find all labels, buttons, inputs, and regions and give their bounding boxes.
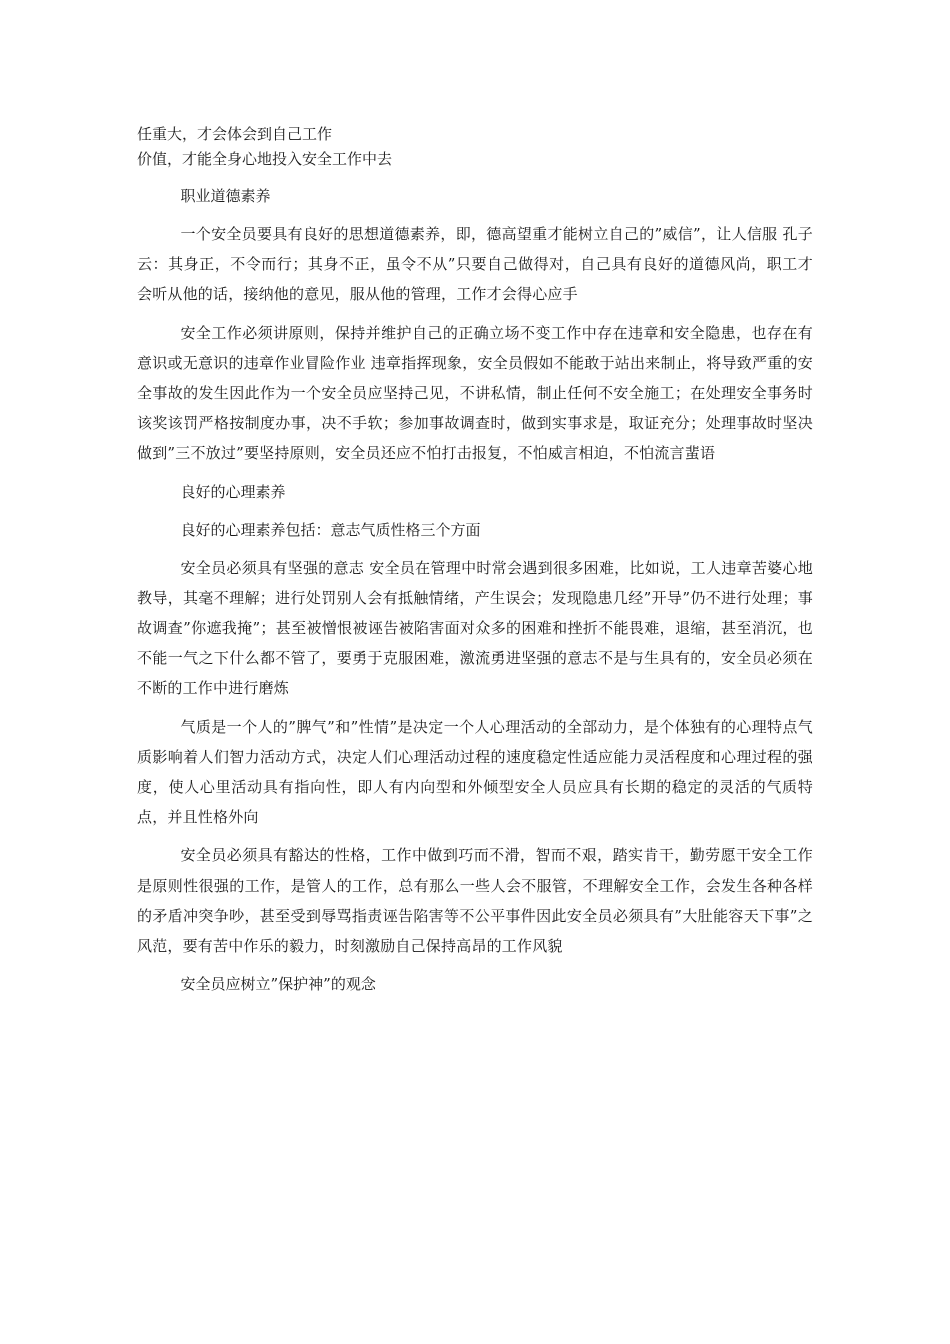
paragraph-will: 安全员必须具有坚强的意志 安全员在管理中时常会遇到很多困难，比如说，工人违章苦婆心地教导，其毫不理解；进行处罚别人会有抵触情绪，产生误会；发现隐患几经”开导”仍不进行处理；事故调查”你遮我掩”；甚至被憎恨被诬告被陷害面对众多的困难和挫折不能畏难，退缩，甚至消沉，也不能一气之下什么都不管了，要勇于克服困难，激流勇进坚强的意志不是与生具有的，安全员必须在不断的工作中进行磨炼	[137, 558, 813, 698]
paragraph-ethics-integrity: 一个安全员要具有良好的思想道德素养，即，德高望重才能树立自己的”威信”，让人信服 孔子云：其身正，不令而行；其身不正，虽令不从”只要自己做得对，自己具有良好的道德风尚，职工才会听从他的话，接纳他的意见，服从他的管理，工作才会得心应手	[137, 225, 813, 304]
intro-text	[137, 122, 817, 172]
intro-line-1: 任重大，才会体会到自己工作	[137, 125, 333, 143]
section-heading-guardian: 安全员应树立”保护神”的观念	[180, 975, 376, 994]
paragraph-character: 安全员必须具有豁达的性格，工作中做到巧而不滑，智而不艰，踏实肯干，勤劳愿干安全工作是原则性很强的工作，是管人的工作，总有那么一些人会不服管，不理解安全工作，会发生各种各样的矛盾冲突争吵，甚至受到辱骂指责诬告陷害等不公平事件因此安全员必须具有”大肚能容天下事”之风范，要有苦中作乐的毅力，时刻激励自己保持高昂的工作风貌	[137, 846, 813, 956]
section-heading-ethics: 职业道德素养	[180, 187, 271, 205]
document-body	[137, 181, 813, 1007]
section-subheading-psychology: 良好的心理素养包括：意志气质性格三个方面	[180, 520, 481, 539]
paragraph-temperament: 气质是一个人的”脾气”和”性情”是决定一个人心理活动的全部动力，是个体独有的心理特点气质影响着人们智力活动方式，决定人们心理活动过程的速度稳定性适应能力灵活程度和心理过程的强度，使人心里活动具有指向性，即人有内向型和外倾型安全人员应具有长期的稳定的灵活的气质特点，并且性格外向	[137, 717, 813, 827]
paragraph-ethics-principles: 安全工作必须讲原则，保持并维护自己的正确立场不变工作中存在违章和安全隐患，也存在有意识或无意识的违章作业冒险作业 违章指挥现象，安全员假如不能敢于站出来制止，将导致严重的安全事故的发生因此作为一个安全员应坚持己见，不讲私情，制止任何不安全施工；在处理安全事务时该奖该罚严格按制度办事，决不手软；参加事故调查时，做到实事求是，取证充分；处理事故时坚决做到”三不放过”要坚持原则，安全员还应不怕打击报复，不怕威言相迫，不怕流言蜚语	[137, 323, 813, 463]
section-heading-psychology: 良好的心理素养	[180, 482, 286, 501]
intro-line-2: 价值，才能全身心地投入安全工作中去	[137, 150, 393, 168]
